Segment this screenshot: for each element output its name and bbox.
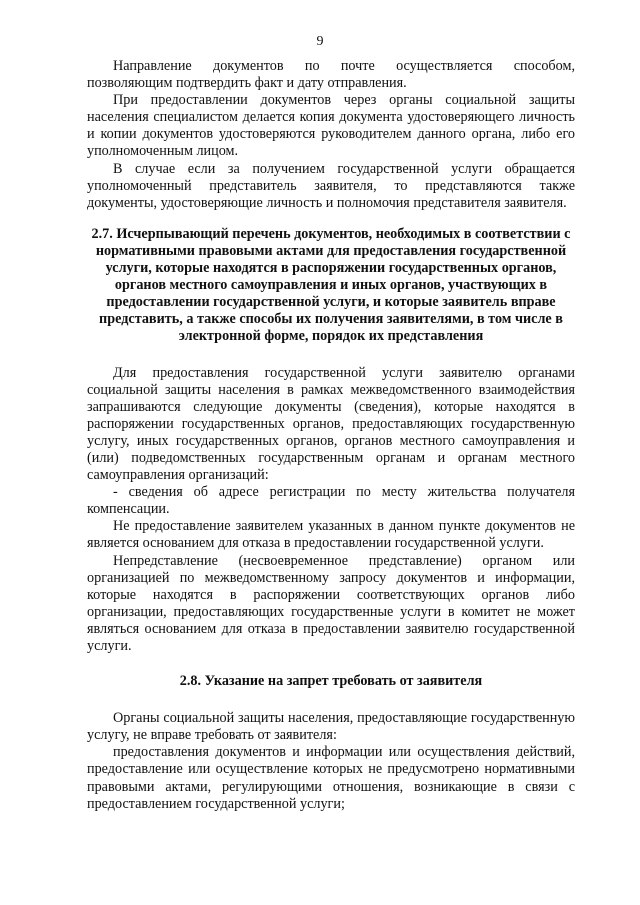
section-heading-2-8: 2.8. Указание на запрет требовать от заявителя [179, 673, 483, 690]
paragraph: Органы социальной защиты населения, предоставляющие государственную услугу, не вправе требовать от заявителя: [87, 710, 575, 744]
paragraph: Не предоставление заявителем указанных в данном пункте документов не является основанием для отказа в предоставлении государственной услуги. [87, 518, 575, 552]
section-heading-2-7: 2.7. Исчерпывающий перечень документов, необходимых в соответствии с нормативными правовыми актами для предоставления государственной услуги, которые находятся в распоряжении государственных органов, органов местного самоуправления и иных органов, участвующих в предоставлении государственной услуги, и которые заявитель вправе представить, а также способы их получения заявителями, в том числе в электронной форме, порядок их представления [91, 225, 571, 345]
paragraph: предоставления документов и информации или осуществления действий, предоставление или осуществление которых не предусмотрено нормативными правовыми актами, регулирующими отношения, возникающие в связи с предоставлением государственной услуги; [87, 744, 575, 812]
paragraph: Для предоставления государственной услуги заявителю органами социальной защиты населения в рамках межведомственного взаимодействия запрашиваются следующие документы (сведения), которые находятся в распоряжении государственных органов, предоставляющих государственную услугу, иных государственных органов, органов местного самоуправления и (или) подведомственных государственным органам и органам местного самоуправления организаций: [87, 364, 575, 484]
page-number: 9 [316, 34, 324, 49]
paragraph: При предоставлении документов через органы социальной защиты населения специалистом делается копия документа удостоверяющего личность и копии документов удостоверяются руководителем данного органа, либо его уполномоченным лицом. [87, 92, 575, 160]
paragraph: Направление документов по почте осуществляется способом, позволяющим подтвердить факт и дату отправления. [87, 58, 575, 92]
list-item: - сведения об адресе регистрации по месту жительства получателя компенсации. [87, 484, 575, 518]
document-body [87, 58, 575, 813]
paragraph: Непредставление (несвоевременное представление) органом или организацией по межведомственному запросу документов и информации, которые находятся в распоряжении соответствующих органов либо организации, предоставляющих государственные услуги в комитет не может являться основанием для отказа в предоставлении заявителю государственной услуги. [87, 552, 575, 654]
paragraph: В случае если за получением государственной услуги обращается уполномоченный представитель заявителя, то представляются также документы, удостоверяющие личность и полномочия представителя заявителя. [87, 160, 575, 211]
